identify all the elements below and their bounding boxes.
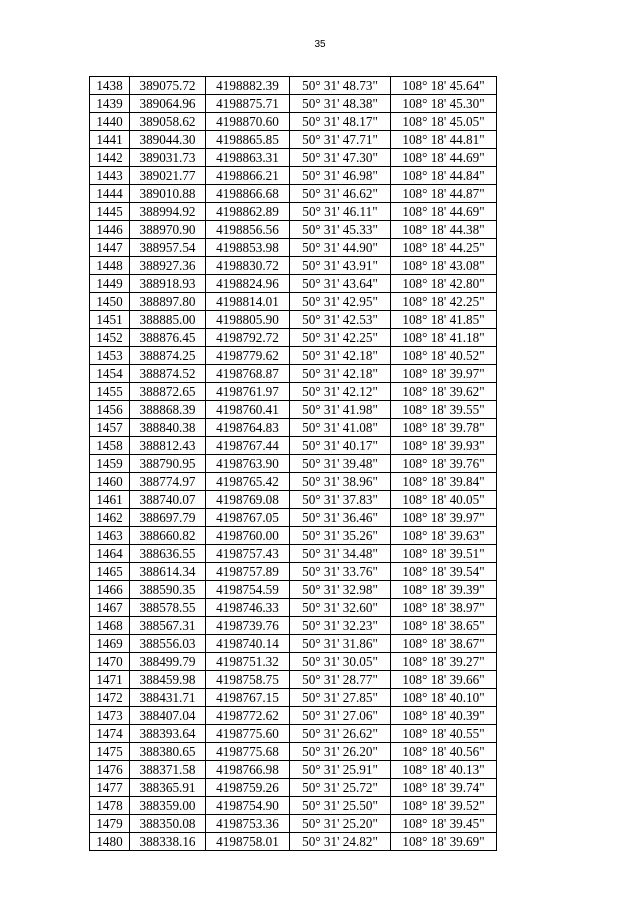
point-number-cell: 1439 xyxy=(90,95,130,113)
y-coordinate-cell: 4198759.26 xyxy=(206,779,290,797)
latitude-cell: 50° 31' 41.98" xyxy=(290,401,391,419)
table-row xyxy=(90,599,497,617)
table-row xyxy=(90,365,497,383)
latitude-cell: 50° 31' 33.76" xyxy=(290,563,391,581)
x-coordinate-cell: 388697.79 xyxy=(130,509,206,527)
x-coordinate-cell: 388957.54 xyxy=(130,239,206,257)
longitude-cell: 108° 18' 44.69" xyxy=(391,203,497,221)
longitude-cell: 108° 18' 45.64" xyxy=(391,77,497,95)
y-coordinate-cell: 4198779.62 xyxy=(206,347,290,365)
latitude-cell: 50° 31' 25.72" xyxy=(290,779,391,797)
point-number-cell: 1451 xyxy=(90,311,130,329)
x-coordinate-cell: 388636.55 xyxy=(130,545,206,563)
longitude-cell: 108° 18' 39.84" xyxy=(391,473,497,491)
longitude-cell: 108° 18' 39.62" xyxy=(391,383,497,401)
longitude-cell: 108° 18' 38.65" xyxy=(391,617,497,635)
y-coordinate-cell: 4198862.89 xyxy=(206,203,290,221)
table-row xyxy=(90,743,497,761)
longitude-cell: 108° 18' 45.05" xyxy=(391,113,497,131)
longitude-cell: 108° 18' 39.63" xyxy=(391,527,497,545)
y-coordinate-cell: 4198853.98 xyxy=(206,239,290,257)
x-coordinate-cell: 388590.35 xyxy=(130,581,206,599)
longitude-cell: 108° 18' 39.97" xyxy=(391,509,497,527)
point-number-cell: 1443 xyxy=(90,167,130,185)
point-number-cell: 1461 xyxy=(90,491,130,509)
latitude-cell: 50° 31' 44.90" xyxy=(290,239,391,257)
x-coordinate-cell: 388393.64 xyxy=(130,725,206,743)
latitude-cell: 50° 31' 28.77" xyxy=(290,671,391,689)
longitude-cell: 108° 18' 42.80" xyxy=(391,275,497,293)
y-coordinate-cell: 4198754.90 xyxy=(206,797,290,815)
table-row xyxy=(90,149,497,167)
y-coordinate-cell: 4198740.14 xyxy=(206,635,290,653)
latitude-cell: 50° 31' 42.18" xyxy=(290,365,391,383)
y-coordinate-cell: 4198764.83 xyxy=(206,419,290,437)
x-coordinate-cell: 388380.65 xyxy=(130,743,206,761)
latitude-cell: 50° 31' 26.62" xyxy=(290,725,391,743)
table-row xyxy=(90,185,497,203)
longitude-cell: 108° 18' 44.84" xyxy=(391,167,497,185)
longitude-cell: 108° 18' 40.39" xyxy=(391,707,497,725)
y-coordinate-cell: 4198761.97 xyxy=(206,383,290,401)
y-coordinate-cell: 4198866.68 xyxy=(206,185,290,203)
x-coordinate-cell: 388812.43 xyxy=(130,437,206,455)
longitude-cell: 108° 18' 43.08" xyxy=(391,257,497,275)
y-coordinate-cell: 4198767.05 xyxy=(206,509,290,527)
y-coordinate-cell: 4198757.43 xyxy=(206,545,290,563)
latitude-cell: 50° 31' 34.48" xyxy=(290,545,391,563)
x-coordinate-cell: 388994.92 xyxy=(130,203,206,221)
x-coordinate-cell: 388970.90 xyxy=(130,221,206,239)
point-number-cell: 1480 xyxy=(90,833,130,851)
point-number-cell: 1465 xyxy=(90,563,130,581)
x-coordinate-cell: 388872.65 xyxy=(130,383,206,401)
longitude-cell: 108° 18' 40.52" xyxy=(391,347,497,365)
table-row xyxy=(90,77,497,95)
longitude-cell: 108° 18' 40.55" xyxy=(391,725,497,743)
x-coordinate-cell: 389031.73 xyxy=(130,149,206,167)
point-number-cell: 1438 xyxy=(90,77,130,95)
point-number-cell: 1470 xyxy=(90,653,130,671)
x-coordinate-cell: 388499.79 xyxy=(130,653,206,671)
latitude-cell: 50° 31' 27.06" xyxy=(290,707,391,725)
table-row xyxy=(90,545,497,563)
y-coordinate-cell: 4198875.71 xyxy=(206,95,290,113)
point-number-cell: 1473 xyxy=(90,707,130,725)
point-number-cell: 1452 xyxy=(90,329,130,347)
point-number-cell: 1447 xyxy=(90,239,130,257)
point-number-cell: 1444 xyxy=(90,185,130,203)
y-coordinate-cell: 4198767.15 xyxy=(206,689,290,707)
y-coordinate-cell: 4198751.32 xyxy=(206,653,290,671)
longitude-cell: 108° 18' 44.87" xyxy=(391,185,497,203)
table-row xyxy=(90,617,497,635)
point-number-cell: 1475 xyxy=(90,743,130,761)
table-row xyxy=(90,581,497,599)
point-number-cell: 1449 xyxy=(90,275,130,293)
latitude-cell: 50° 31' 46.11" xyxy=(290,203,391,221)
longitude-cell: 108° 18' 39.69" xyxy=(391,833,497,851)
longitude-cell: 108° 18' 39.39" xyxy=(391,581,497,599)
latitude-cell: 50° 31' 47.71" xyxy=(290,131,391,149)
point-number-cell: 1441 xyxy=(90,131,130,149)
y-coordinate-cell: 4198746.33 xyxy=(206,599,290,617)
latitude-cell: 50° 31' 41.08" xyxy=(290,419,391,437)
longitude-cell: 108° 18' 38.67" xyxy=(391,635,497,653)
table-row xyxy=(90,779,497,797)
point-number-cell: 1446 xyxy=(90,221,130,239)
latitude-cell: 50° 31' 43.64" xyxy=(290,275,391,293)
y-coordinate-cell: 4198763.90 xyxy=(206,455,290,473)
y-coordinate-cell: 4198769.08 xyxy=(206,491,290,509)
longitude-cell: 108° 18' 39.54" xyxy=(391,563,497,581)
table-row xyxy=(90,473,497,491)
x-coordinate-cell: 389058.62 xyxy=(130,113,206,131)
x-coordinate-cell: 389075.72 xyxy=(130,77,206,95)
x-coordinate-cell: 388350.08 xyxy=(130,815,206,833)
y-coordinate-cell: 4198758.75 xyxy=(206,671,290,689)
table-row xyxy=(90,257,497,275)
x-coordinate-cell: 388927.36 xyxy=(130,257,206,275)
point-number-cell: 1457 xyxy=(90,419,130,437)
longitude-cell: 108° 18' 38.97" xyxy=(391,599,497,617)
longitude-cell: 108° 18' 39.27" xyxy=(391,653,497,671)
y-coordinate-cell: 4198882.39 xyxy=(206,77,290,95)
point-number-cell: 1445 xyxy=(90,203,130,221)
longitude-cell: 108° 18' 39.51" xyxy=(391,545,497,563)
table-row xyxy=(90,635,497,653)
table-row xyxy=(90,797,497,815)
latitude-cell: 50° 31' 30.05" xyxy=(290,653,391,671)
y-coordinate-cell: 4198830.72 xyxy=(206,257,290,275)
latitude-cell: 50° 31' 25.20" xyxy=(290,815,391,833)
latitude-cell: 50° 31' 36.46" xyxy=(290,509,391,527)
longitude-cell: 108° 18' 39.93" xyxy=(391,437,497,455)
longitude-cell: 108° 18' 39.55" xyxy=(391,401,497,419)
table-row xyxy=(90,167,497,185)
x-coordinate-cell: 388874.25 xyxy=(130,347,206,365)
latitude-cell: 50° 31' 48.73" xyxy=(290,77,391,95)
point-number-cell: 1448 xyxy=(90,257,130,275)
y-coordinate-cell: 4198753.36 xyxy=(206,815,290,833)
page-number: 35 xyxy=(314,39,326,50)
x-coordinate-cell: 388365.91 xyxy=(130,779,206,797)
coordinates-table xyxy=(89,76,497,851)
y-coordinate-cell: 4198757.89 xyxy=(206,563,290,581)
point-number-cell: 1450 xyxy=(90,293,130,311)
table-row xyxy=(90,347,497,365)
latitude-cell: 50° 31' 42.95" xyxy=(290,293,391,311)
point-number-cell: 1469 xyxy=(90,635,130,653)
y-coordinate-cell: 4198775.68 xyxy=(206,743,290,761)
longitude-cell: 108° 18' 45.30" xyxy=(391,95,497,113)
y-coordinate-cell: 4198760.00 xyxy=(206,527,290,545)
table-row xyxy=(90,419,497,437)
x-coordinate-cell: 388868.39 xyxy=(130,401,206,419)
longitude-cell: 108° 18' 39.66" xyxy=(391,671,497,689)
latitude-cell: 50° 31' 42.53" xyxy=(290,311,391,329)
y-coordinate-cell: 4198772.62 xyxy=(206,707,290,725)
x-coordinate-cell: 388556.03 xyxy=(130,635,206,653)
longitude-cell: 108° 18' 44.38" xyxy=(391,221,497,239)
longitude-cell: 108° 18' 39.97" xyxy=(391,365,497,383)
point-number-cell: 1476 xyxy=(90,761,130,779)
latitude-cell: 50° 31' 46.62" xyxy=(290,185,391,203)
longitude-cell: 108° 18' 40.56" xyxy=(391,743,497,761)
longitude-cell: 108° 18' 42.25" xyxy=(391,293,497,311)
longitude-cell: 108° 18' 39.76" xyxy=(391,455,497,473)
table-row xyxy=(90,113,497,131)
x-coordinate-cell: 388431.71 xyxy=(130,689,206,707)
table-row xyxy=(90,653,497,671)
table-row xyxy=(90,437,497,455)
x-coordinate-cell: 388660.82 xyxy=(130,527,206,545)
x-coordinate-cell: 388407.04 xyxy=(130,707,206,725)
point-number-cell: 1471 xyxy=(90,671,130,689)
longitude-cell: 108° 18' 39.52" xyxy=(391,797,497,815)
latitude-cell: 50° 31' 37.83" xyxy=(290,491,391,509)
table-row xyxy=(90,311,497,329)
table-row xyxy=(90,707,497,725)
y-coordinate-cell: 4198765.42 xyxy=(206,473,290,491)
latitude-cell: 50° 31' 35.26" xyxy=(290,527,391,545)
longitude-cell: 108° 18' 41.18" xyxy=(391,329,497,347)
table-row xyxy=(90,563,497,581)
longitude-cell: 108° 18' 44.25" xyxy=(391,239,497,257)
y-coordinate-cell: 4198768.87 xyxy=(206,365,290,383)
y-coordinate-cell: 4198824.96 xyxy=(206,275,290,293)
table-row xyxy=(90,293,497,311)
longitude-cell: 108° 18' 44.69" xyxy=(391,149,497,167)
table-row xyxy=(90,275,497,293)
x-coordinate-cell: 388614.34 xyxy=(130,563,206,581)
latitude-cell: 50° 31' 40.17" xyxy=(290,437,391,455)
y-coordinate-cell: 4198792.72 xyxy=(206,329,290,347)
latitude-cell: 50° 31' 32.60" xyxy=(290,599,391,617)
latitude-cell: 50° 31' 47.30" xyxy=(290,149,391,167)
x-coordinate-cell: 389044.30 xyxy=(130,131,206,149)
y-coordinate-cell: 4198856.56 xyxy=(206,221,290,239)
latitude-cell: 50° 31' 42.25" xyxy=(290,329,391,347)
x-coordinate-cell: 388338.16 xyxy=(130,833,206,851)
latitude-cell: 50° 31' 48.17" xyxy=(290,113,391,131)
x-coordinate-cell: 388876.45 xyxy=(130,329,206,347)
point-number-cell: 1458 xyxy=(90,437,130,455)
table-row xyxy=(90,689,497,707)
table-row xyxy=(90,401,497,419)
x-coordinate-cell: 389010.88 xyxy=(130,185,206,203)
y-coordinate-cell: 4198754.59 xyxy=(206,581,290,599)
latitude-cell: 50° 31' 26.20" xyxy=(290,743,391,761)
x-coordinate-cell: 388840.38 xyxy=(130,419,206,437)
longitude-cell: 108° 18' 44.81" xyxy=(391,131,497,149)
latitude-cell: 50° 31' 43.91" xyxy=(290,257,391,275)
x-coordinate-cell: 388790.95 xyxy=(130,455,206,473)
table-row xyxy=(90,95,497,113)
latitude-cell: 50° 31' 24.82" xyxy=(290,833,391,851)
latitude-cell: 50° 31' 31.86" xyxy=(290,635,391,653)
table-row xyxy=(90,455,497,473)
latitude-cell: 50° 31' 25.50" xyxy=(290,797,391,815)
x-coordinate-cell: 388918.93 xyxy=(130,275,206,293)
table-row xyxy=(90,527,497,545)
y-coordinate-cell: 4198758.01 xyxy=(206,833,290,851)
table-row xyxy=(90,671,497,689)
x-coordinate-cell: 388359.00 xyxy=(130,797,206,815)
y-coordinate-cell: 4198865.85 xyxy=(206,131,290,149)
latitude-cell: 50° 31' 32.23" xyxy=(290,617,391,635)
latitude-cell: 50° 31' 45.33" xyxy=(290,221,391,239)
latitude-cell: 50° 31' 38.96" xyxy=(290,473,391,491)
table-row xyxy=(90,329,497,347)
x-coordinate-cell: 388578.55 xyxy=(130,599,206,617)
x-coordinate-cell: 388459.98 xyxy=(130,671,206,689)
y-coordinate-cell: 4198767.44 xyxy=(206,437,290,455)
latitude-cell: 50° 31' 46.98" xyxy=(290,167,391,185)
point-number-cell: 1442 xyxy=(90,149,130,167)
y-coordinate-cell: 4198863.31 xyxy=(206,149,290,167)
point-number-cell: 1460 xyxy=(90,473,130,491)
table-row xyxy=(90,221,497,239)
y-coordinate-cell: 4198866.21 xyxy=(206,167,290,185)
table-row xyxy=(90,203,497,221)
table-row xyxy=(90,509,497,527)
latitude-cell: 50° 31' 32.98" xyxy=(290,581,391,599)
x-coordinate-cell: 388567.31 xyxy=(130,617,206,635)
longitude-cell: 108° 18' 39.45" xyxy=(391,815,497,833)
longitude-cell: 108° 18' 41.85" xyxy=(391,311,497,329)
x-coordinate-cell: 388740.07 xyxy=(130,491,206,509)
table-row xyxy=(90,725,497,743)
x-coordinate-cell: 389064.96 xyxy=(130,95,206,113)
point-number-cell: 1464 xyxy=(90,545,130,563)
table-row xyxy=(90,239,497,257)
y-coordinate-cell: 4198760.41 xyxy=(206,401,290,419)
point-number-cell: 1474 xyxy=(90,725,130,743)
table-row xyxy=(90,815,497,833)
point-number-cell: 1462 xyxy=(90,509,130,527)
table-row xyxy=(90,383,497,401)
x-coordinate-cell: 389021.77 xyxy=(130,167,206,185)
y-coordinate-cell: 4198814.01 xyxy=(206,293,290,311)
y-coordinate-cell: 4198870.60 xyxy=(206,113,290,131)
y-coordinate-cell: 4198766.98 xyxy=(206,761,290,779)
point-number-cell: 1463 xyxy=(90,527,130,545)
y-coordinate-cell: 4198805.90 xyxy=(206,311,290,329)
y-coordinate-cell: 4198775.60 xyxy=(206,725,290,743)
longitude-cell: 108° 18' 40.05" xyxy=(391,491,497,509)
point-number-cell: 1468 xyxy=(90,617,130,635)
point-number-cell: 1459 xyxy=(90,455,130,473)
coordinates-table-body xyxy=(90,77,497,851)
table-row xyxy=(90,761,497,779)
point-number-cell: 1478 xyxy=(90,797,130,815)
table-row xyxy=(90,491,497,509)
point-number-cell: 1440 xyxy=(90,113,130,131)
table-row xyxy=(90,833,497,851)
x-coordinate-cell: 388874.52 xyxy=(130,365,206,383)
point-number-cell: 1456 xyxy=(90,401,130,419)
longitude-cell: 108° 18' 39.78" xyxy=(391,419,497,437)
point-number-cell: 1453 xyxy=(90,347,130,365)
x-coordinate-cell: 388774.97 xyxy=(130,473,206,491)
y-coordinate-cell: 4198739.76 xyxy=(206,617,290,635)
longitude-cell: 108° 18' 40.13" xyxy=(391,761,497,779)
latitude-cell: 50° 31' 27.85" xyxy=(290,689,391,707)
point-number-cell: 1479 xyxy=(90,815,130,833)
x-coordinate-cell: 388897.80 xyxy=(130,293,206,311)
point-number-cell: 1467 xyxy=(90,599,130,617)
latitude-cell: 50° 31' 48.38" xyxy=(290,95,391,113)
latitude-cell: 50° 31' 25.91" xyxy=(290,761,391,779)
point-number-cell: 1454 xyxy=(90,365,130,383)
point-number-cell: 1466 xyxy=(90,581,130,599)
point-number-cell: 1477 xyxy=(90,779,130,797)
latitude-cell: 50° 31' 42.18" xyxy=(290,347,391,365)
table-row xyxy=(90,131,497,149)
x-coordinate-cell: 388371.58 xyxy=(130,761,206,779)
latitude-cell: 50° 31' 42.12" xyxy=(290,383,391,401)
latitude-cell: 50° 31' 39.48" xyxy=(290,455,391,473)
point-number-cell: 1472 xyxy=(90,689,130,707)
x-coordinate-cell: 388885.00 xyxy=(130,311,206,329)
longitude-cell: 108° 18' 39.74" xyxy=(391,779,497,797)
longitude-cell: 108° 18' 40.10" xyxy=(391,689,497,707)
point-number-cell: 1455 xyxy=(90,383,130,401)
